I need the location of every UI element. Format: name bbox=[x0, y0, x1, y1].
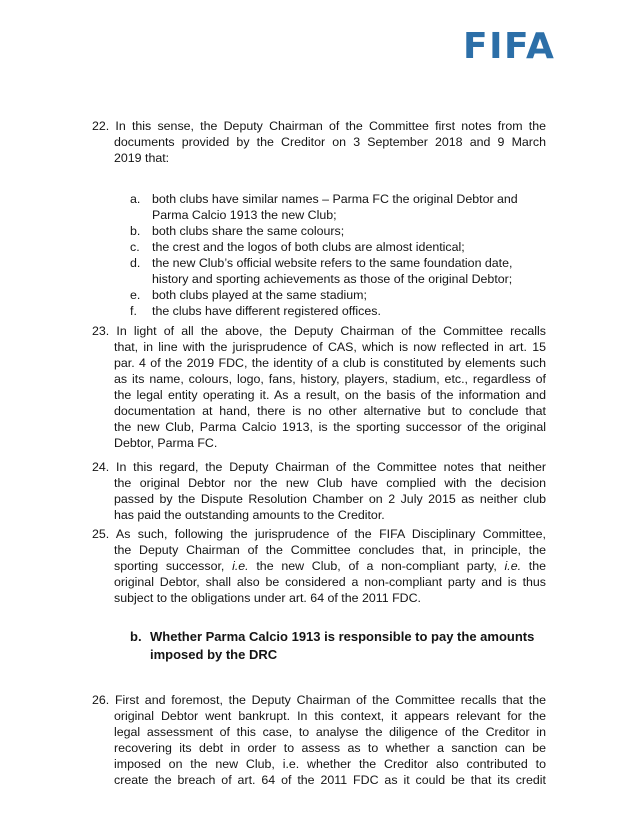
paragraph-24 bbox=[92, 459, 546, 523]
list-marker: c. bbox=[130, 240, 140, 254]
paragraph-line: 25. As such, following the jurisprudence of the FIFA Disciplinary Committee, bbox=[92, 527, 546, 541]
heading-line: imposed by the DRC bbox=[150, 647, 278, 662]
paragraph-line: the new Club, Parma Calcio 1913, is the sporting successor of the original bbox=[114, 420, 546, 434]
paragraph-line: as its name, colours, logo, fans, history, players, stadium, etc., regardless of bbox=[114, 372, 546, 386]
paragraph-line: legal assessment of this case, to analyse the diligence of the Creditor in bbox=[114, 725, 546, 739]
list-item bbox=[130, 223, 548, 239]
paragraph-line: subject to the obligations under art. 64 of the 2011 FDC. bbox=[114, 591, 421, 605]
list-item-line: Parma Calcio 1913 the new Club; bbox=[152, 208, 337, 222]
section-heading-b bbox=[130, 628, 570, 664]
list-marker: b. bbox=[130, 224, 141, 238]
list-item-line: history and sporting achievements as those of the original Debtor; bbox=[152, 272, 513, 286]
list-item-line: the new Club’s official website refers to the same foundation date, bbox=[152, 256, 513, 270]
text-run: the bbox=[521, 559, 546, 573]
list-item bbox=[130, 255, 548, 287]
list-item-line: both clubs have similar names – Parma FC the original Debtor and bbox=[152, 192, 518, 206]
paragraph-25 bbox=[92, 526, 546, 606]
paragraph-line: recovering its debt in order to assess as to whether a sanction can be bbox=[114, 741, 546, 755]
paragraph-line: 24. In this regard, the Deputy Chairman of the Committee notes that neither bbox=[92, 460, 546, 474]
paragraph-line: the Deputy Chairman of the Committee concludes that, in principle, the bbox=[114, 543, 546, 557]
paragraph-line: create the breach of art. 64 of the 2011 FDC as it could be that its credit bbox=[114, 773, 546, 787]
fifa-logo: FIFA bbox=[463, 26, 556, 67]
heading-marker: b. bbox=[130, 629, 142, 644]
paragraph-line: documentation at hand, there is no other alternative but to conclude that bbox=[114, 404, 546, 418]
paragraph-line: original Debtor, shall also be considered a non-compliant party and is thus bbox=[114, 575, 546, 589]
paragraph-line: passed by the Dispute Resolution Chamber on 2 July 2015 as neither club bbox=[114, 492, 546, 506]
list-marker: f. bbox=[130, 304, 137, 318]
list-item bbox=[130, 287, 548, 303]
paragraph-line: original Debtor went bankrupt. In this context, it appears relevant for the bbox=[114, 709, 546, 723]
list-item-line: both clubs share the same colours; bbox=[152, 224, 345, 238]
list-marker: e. bbox=[130, 288, 141, 302]
list-marker: d. bbox=[130, 256, 141, 270]
list-item-line: the crest and the logos of both clubs are almost identical; bbox=[152, 240, 465, 254]
list-item bbox=[130, 239, 548, 255]
paragraph-26 bbox=[92, 692, 546, 788]
paragraph-line: imposed on the new Club, i.e. whether the Creditor also contributed to bbox=[114, 757, 546, 771]
paragraph-line: 23. In light of all the above, the Deputy Chairman of the Committee recalls bbox=[92, 324, 546, 338]
list-item bbox=[130, 303, 548, 319]
paragraph-22 bbox=[92, 118, 546, 166]
list-marker: a. bbox=[130, 192, 141, 206]
paragraph-line: the original Debtor nor the new Club have complied with the decision bbox=[114, 476, 546, 490]
paragraph-line: documents provided by the Creditor on 3 September 2018 and 9 March bbox=[114, 135, 546, 149]
text-run: sporting successor, bbox=[114, 559, 233, 573]
paragraph-line bbox=[92, 558, 546, 574]
italic-ie: i.e. bbox=[504, 559, 522, 573]
paragraph-line: 26. First and foremost, the Deputy Chairman of the Committee recalls that the bbox=[92, 693, 546, 707]
paragraph-line: 22. In this sense, the Deputy Chairman of the Committee first notes from the bbox=[92, 119, 546, 133]
paragraph-line: Debtor, Parma FC. bbox=[114, 436, 218, 450]
paragraph-line: 2019 that: bbox=[114, 151, 170, 165]
paragraph-line: that, in line with the jurisprudence of CAS, which is now reflected in art. 15 bbox=[114, 340, 546, 354]
paragraph-line: par. 4 of the 2019 FDC, the identity of a club is constituted by elements such bbox=[114, 356, 546, 370]
list-item bbox=[130, 191, 548, 223]
heading-line: Whether Parma Calcio 1913 is responsible to pay the amounts bbox=[150, 629, 535, 644]
paragraph-23 bbox=[92, 323, 546, 451]
text-run: the new Club, of a non-compliant party, bbox=[248, 559, 505, 573]
list-item-line: the clubs have different registered offices. bbox=[152, 304, 381, 318]
paragraph-line: the legal entity operating it. As a result, on the basis of the information and bbox=[114, 388, 546, 402]
paragraph-line: has paid the outstanding amounts to the Creditor. bbox=[114, 508, 385, 522]
list-item-line: both clubs played at the same stadium; bbox=[152, 288, 367, 302]
evidence-list bbox=[130, 191, 548, 319]
italic-ie: i.e. bbox=[232, 559, 249, 573]
